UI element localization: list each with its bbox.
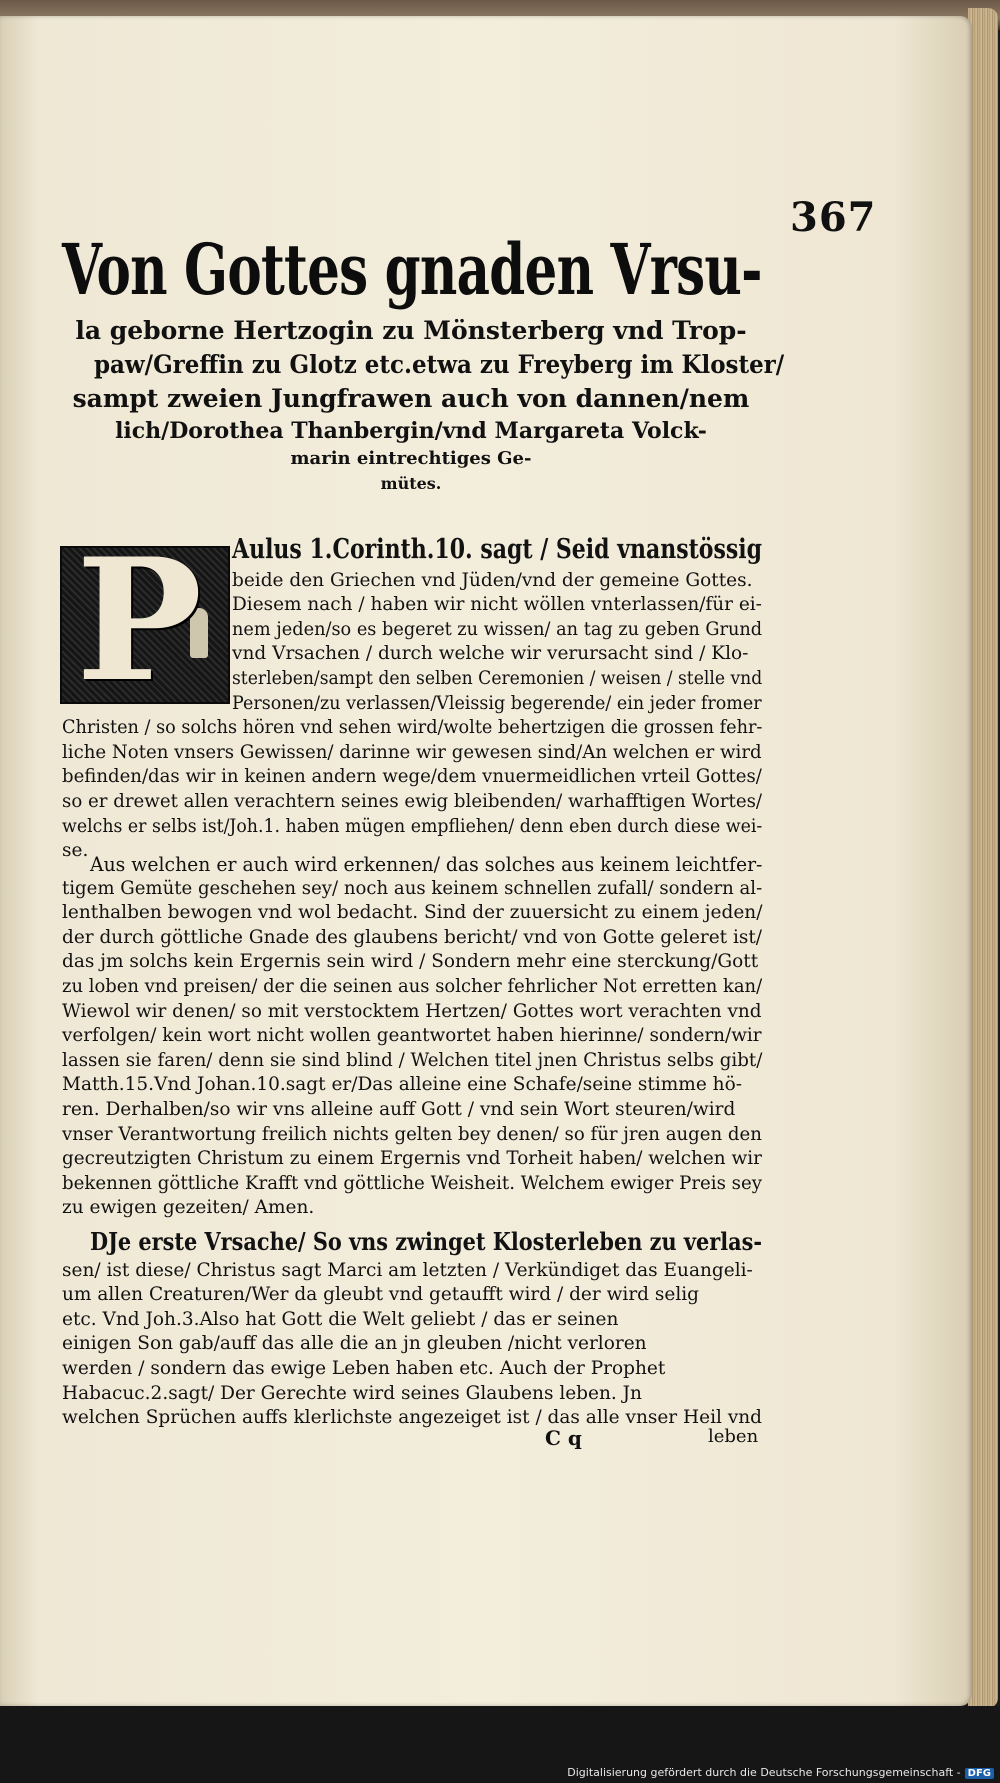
folio-number: 367 — [790, 194, 877, 241]
text-line: nem jeden/so es begeret zu wissen/ an tag zu geben Grund — [232, 618, 763, 640]
text-line: welchen Sprüchen auffs klerlichste angezeiget ist / das alle vnser Heil vnd — [62, 1407, 763, 1429]
text-line: liche Noten vnsers Gewissen/ darinne wir gewesen sind/An welchen er wird — [62, 741, 762, 763]
text-line: so er drewet allen verachtern seines ewig bleibenden/ warhafftigen Wortes/ — [62, 791, 763, 812]
text-line: gecreutzigten Christum zu einem Ergernis vnd Torheit haben/ welchen wir — [62, 1148, 762, 1170]
title-main: Von Gottes gnaden Vrsu- — [62, 228, 762, 311]
book-page — [0, 16, 972, 1706]
text-line: werden / sondern das ewige Leben haben etc. Auch der Prophet — [62, 1358, 666, 1379]
scanner-background — [0, 1706, 1000, 1783]
title-sub-line: paw/Greffin zu Glotz etc.etwa zu Freyberg im Kloster/ — [93, 350, 785, 379]
title-sub-line: la geborne Hertzogin zu Mönsterberg vnd Trop- — [75, 316, 747, 345]
text-line: vnser Verantwortung freilich nichts gelten bey denen/ so für jren augen den — [62, 1123, 762, 1145]
title-sub-line: lich/Dorothea Thanbergin/vnd Margareta Volck- — [115, 418, 707, 444]
title-sub-line: mütes. — [380, 474, 442, 493]
text-line: verfolgen/ kein wort nicht wollen geantwortet haben hierinne/ sondern/wir — [62, 1025, 762, 1047]
text-line: tigem Gemüte geschehen sey/ noch aus keinem schnellen zufall/ sondern al- — [62, 877, 763, 899]
text-line: DJe erste Vrsache/ So vns zwinget Klosterleben zu verlas- — [90, 1227, 762, 1256]
text-line: Habacuc.2.sagt/ Der Gerechte wird seines Glaubens leben. Jn — [62, 1382, 642, 1404]
digitization-credit — [567, 1766, 994, 1779]
signature-mark: C q — [545, 1426, 582, 1450]
text-line: zu loben vnd preisen/ der die seinen aus solcher fehrlicher Not erretten kan/ — [62, 976, 763, 997]
title-sub-line: sampt zweien Jungfrawen auch von dannen/nem — [72, 384, 750, 413]
text-line: Aus welchen er auch wird erkennen/ das solches aus keinem leichtfer- — [90, 852, 763, 876]
text-line: lassen sie faren/ denn sie sind blind / Welchen titel jnen Christus selbs gibt/ — [62, 1049, 763, 1071]
text-line: bekennen göttliche Krafft vnd göttliche Weisheit. Welchem ewiger Preis sey — [62, 1172, 763, 1194]
text-line: etc. Vnd Joh.3.Also hat Gott die Welt geliebt / das er seinen — [62, 1308, 619, 1330]
text-line: einigen Son gab/auff das alle die an jn gleuben /nicht verloren — [62, 1333, 647, 1355]
text-line: se. — [62, 840, 89, 862]
text-line: welchs er selbs ist/Joh.1. haben mügen empfliehen/ denn eben durch diese wei- — [62, 815, 763, 837]
text-line: das jm solchs kein Ergernis sein wird / Sondern mehr eine sterckung/Gott — [62, 951, 759, 973]
text-line: Aulus 1.Corinth.10. sagt / Seid vnanstössig — [232, 534, 763, 565]
text-line: zu ewigen gezeiten/ Amen. — [62, 1197, 315, 1219]
text-line: ren. Derhalben/so wir vns alleine auff Gott / vnd sein Wort steuren/wird — [62, 1099, 736, 1120]
text-line: lenthalben bewogen vnd wol bedacht. Sind der zuuersicht zu einem jeden/ — [62, 902, 763, 924]
text-line: Matth.15.Vnd Johan.10.sagt er/Das alleine eine Schafe/seine stimme hö- — [62, 1074, 742, 1096]
text-line: beide den Griechen vnd Jüden/vnd der gemeine Gottes. — [232, 569, 753, 591]
credit-text: Digitalisierung gefördert durch die Deutsche Forschungsgemeinschaft - — [567, 1766, 961, 1779]
text-line: Diesem nach / haben wir nicht wöllen vnterlassen/für ei- — [232, 594, 762, 616]
text-line: um allen Creaturen/Wer da gleubt vnd getaufft wird / der wird selig — [62, 1284, 700, 1306]
text-line: befinden/das wir in keinen andern wege/dem vnuermeidlichen vrteil Gottes/ — [62, 766, 762, 788]
text-line: vnd Vrsachen / durch welche wir verursacht sind / Klo- — [232, 643, 749, 665]
text-line: der durch göttliche Gnade des glaubens bericht/ vnd von Gotte geleret ist/ — [62, 926, 763, 948]
dfg-logo: DFG — [965, 1768, 994, 1779]
text-line: Wiewol wir denen/ so mit verstocktem Hertzen/ Gottes wort verachten vnd — [62, 1000, 762, 1022]
text-line: sterleben/sampt den selben Ceremonien / weisen / stelle vnd — [232, 668, 763, 689]
text-line: sen/ ist diese/ Christus sagt Marci am letzten / Verkündiget das Euangeli- — [62, 1259, 753, 1281]
page-stack-edge — [968, 8, 998, 1708]
initial-letter: P — [76, 546, 203, 704]
decorated-initial — [60, 546, 230, 704]
catchword: leben — [708, 1426, 759, 1447]
title-subtitle — [66, 314, 785, 496]
title-sub-line: marin eintrechtiges Ge- — [290, 448, 532, 469]
text-line: Personen/zu verlassen/Vleissig begerende/ ein jeder fromer — [232, 692, 762, 714]
text-line: Christen / so solchs hören vnd sehen wird/wolte behertzigen die grossen fehr- — [62, 717, 763, 739]
